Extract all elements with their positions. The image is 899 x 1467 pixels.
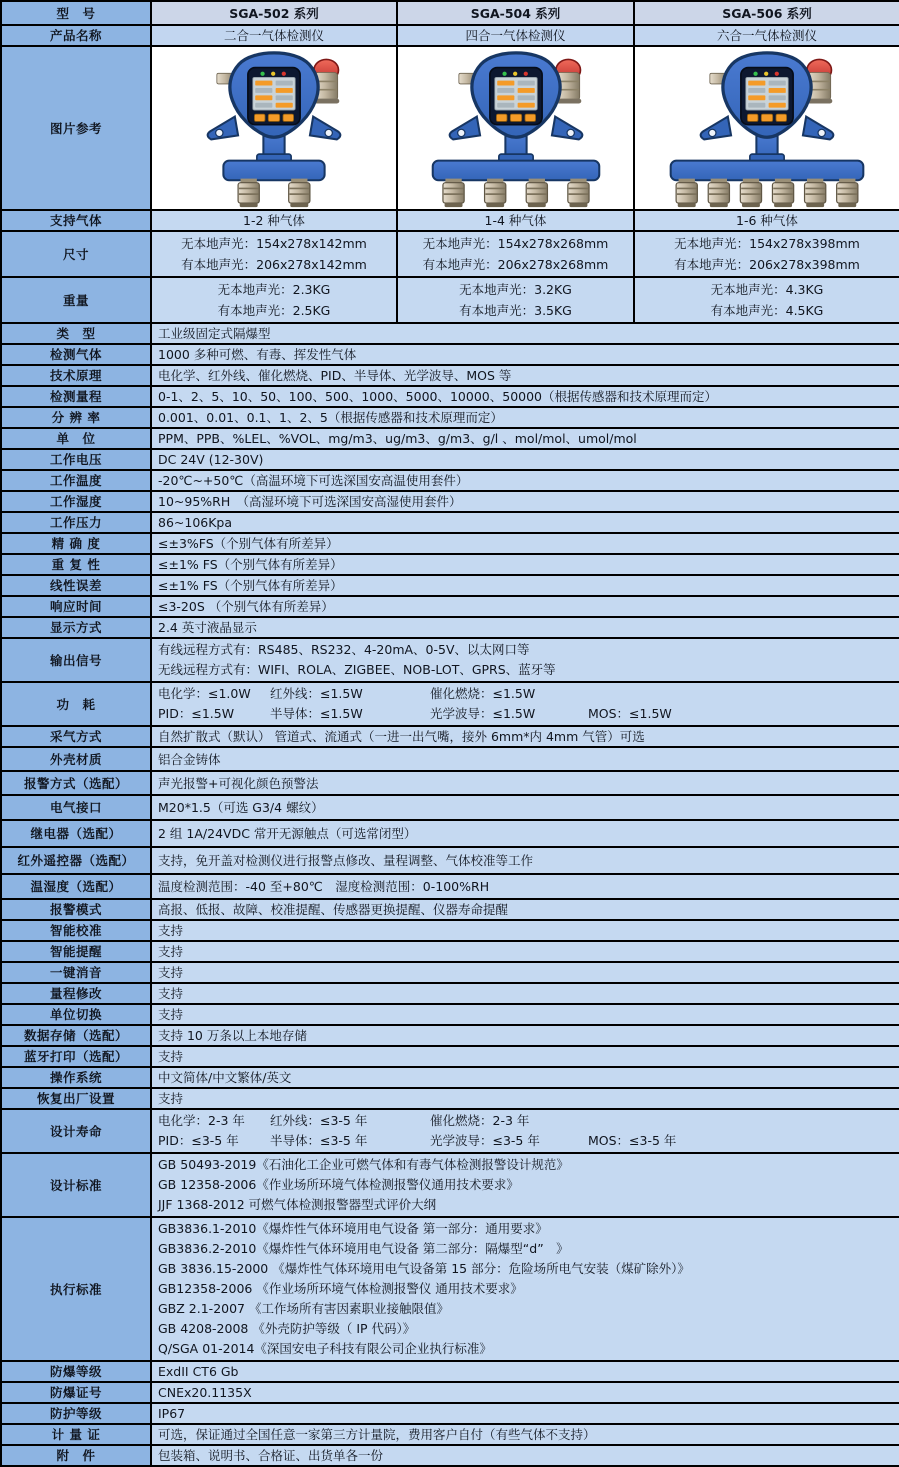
row-label: 检测气体 <box>1 344 151 365</box>
row-label: 蓝牙打印（选配） <box>1 1046 151 1067</box>
spec-value-cell <box>151 231 397 277</box>
spec-row <box>1 365 899 386</box>
spec-row <box>1 512 899 533</box>
spec-line: 有本地声光：3.5KG <box>459 303 572 318</box>
spec-line <box>158 704 893 724</box>
spec-line: 有本地声光：206x278x142mm <box>181 257 367 272</box>
spec-row <box>1 1382 899 1403</box>
spec-value-cell: ≤3-20S （个别气体有所差异） <box>151 596 899 617</box>
row-label: 工作湿度 <box>1 491 151 512</box>
row-label: 数据存储（选配） <box>1 1025 151 1046</box>
row-label: 温湿度（选配） <box>1 874 151 899</box>
row-label: 执行标准 <box>1 1217 151 1361</box>
row-label: 技术原理 <box>1 365 151 386</box>
spec-row <box>1 1445 899 1466</box>
spec-row <box>1 470 899 491</box>
spec-value-cell: 支持 <box>151 1004 899 1025</box>
row-label: 防护等级 <box>1 1403 151 1424</box>
spec-row <box>1 596 899 617</box>
spec-value-cell: 0-1、2、5、10、50、100、500、1000、5000、10000、50000（根据传感器和技术原理而定） <box>151 386 899 407</box>
row-label: 一键消音 <box>1 962 151 983</box>
product-name: 四合一气体检测仪 <box>397 25 634 46</box>
row-label: 采气方式 <box>1 726 151 747</box>
spec-row <box>1 1088 899 1109</box>
spec-row <box>1 899 899 920</box>
product-name-row <box>1 25 899 46</box>
spec-value-cell: IP67 <box>151 1403 899 1424</box>
spec-segment: 红外线：≤1.5W <box>270 686 363 701</box>
row-label: 量程修改 <box>1 983 151 1004</box>
spec-value-cell: 2 组 1A/24VDC 常开无源触点（可选常闭型） <box>151 820 899 847</box>
model-name: SGA-502 系列 <box>151 1 397 25</box>
row-label: 报警方式（选配） <box>1 771 151 795</box>
spec-value-cell: PPM、PPB、%LEL、%VOL、mg/m3、ug/m3、g/m3、g/l 、mol/mol、umol/mol <box>151 428 899 449</box>
row-label: 单 位 <box>1 428 151 449</box>
spec-value-cell: -20℃~+50℃（高温环境下可选深国安高温使用套件） <box>151 470 899 491</box>
spec-value-cell: 支持 <box>151 1088 899 1109</box>
row-label: 分 辨 率 <box>1 407 151 428</box>
spec-row <box>1 795 899 820</box>
row-label: 线性误差 <box>1 575 151 596</box>
spec-line: 无本地声光：2.3KG <box>217 282 331 297</box>
spec-row <box>1 449 899 470</box>
spec-value-cell: DC 24V (12-30V) <box>151 449 899 470</box>
spec-value-cell: 可选，保证通过全国任意一家第三方计量院，费用客户自付（有些气体不支持） <box>151 1424 899 1445</box>
product-name: 二合一气体检测仪 <box>151 25 397 46</box>
spec-row <box>1 1403 899 1424</box>
spec-value-cell: 自然扩散式（默认） 管道式、流通式（一进一出气嘴，接外 6mm*内 4mm 气管）可选 <box>151 726 899 747</box>
spec-line: GB3836.1-2010《爆炸性气体环境用电气设备 第一部分：通用要求》 <box>158 1221 548 1236</box>
gas-detector-icon <box>669 48 865 208</box>
row-label: 显示方式 <box>1 617 151 638</box>
spec-row <box>1 638 899 682</box>
gas-count: 1-2 种气体 <box>151 210 397 231</box>
spec-row <box>1 962 899 983</box>
spec-value-cell <box>397 277 634 323</box>
spec-value-cell <box>634 231 899 277</box>
row-label: 计 量 证 <box>1 1424 151 1445</box>
spec-row <box>1 344 899 365</box>
dimensions-row <box>1 231 899 277</box>
row-label: 智能校准 <box>1 920 151 941</box>
spec-value-cell: ≤±1% FS（个别气体有所差异） <box>151 554 899 575</box>
spec-value-cell: 支持 <box>151 983 899 1004</box>
spec-row <box>1 747 899 771</box>
spec-line: GB 12358-2006《作业场所环境气体检测报警仪通用技术要求》 <box>158 1177 519 1192</box>
row-label: 附 件 <box>1 1445 151 1466</box>
row-label: 工作温度 <box>1 470 151 491</box>
spec-line: GB 4208-2008 《外壳防护等级（ IP 代码）》 <box>158 1321 416 1336</box>
spec-line <box>158 1111 893 1131</box>
row-label: 类 型 <box>1 323 151 344</box>
spec-value-cell: 高报、低报、故障、校准提醒、传感器更换提醒、仪器寿命提醒 <box>151 899 899 920</box>
spec-value-cell: 86~106Kpa <box>151 512 899 533</box>
gas-detector-icon <box>176 48 372 208</box>
model-name: SGA-504 系列 <box>397 1 634 25</box>
gas-count: 1-6 种气体 <box>634 210 899 231</box>
spec-value-cell: 包装箱、说明书、合格证、出货单各一份 <box>151 1445 899 1466</box>
spec-value-cell: 工业级固定式隔爆型 <box>151 323 899 344</box>
spec-line: 无本地声光：154x278x142mm <box>181 236 367 251</box>
spec-value-cell: ≤±3%FS（个别气体有所差异） <box>151 533 899 554</box>
spec-row <box>1 386 899 407</box>
spec-value-cell: 铝合金铸体 <box>151 747 899 771</box>
spec-value-cell: ExdII CT6 Gb <box>151 1361 899 1382</box>
spec-line: 无本地声光：154x278x268mm <box>422 236 609 251</box>
product-image-cell <box>397 46 634 210</box>
spec-segment: MOS：≤1.5W <box>588 706 672 721</box>
row-label: 支持气体 <box>1 210 151 231</box>
gas-count-row <box>1 210 899 231</box>
spec-line: Q/SGA 01-2014《深国安电子科技有限公司企业执行标准》 <box>158 1341 492 1356</box>
spec-value-cell: 10~95%RH （高湿环境下可选深国安高湿使用套件） <box>151 491 899 512</box>
spec-value-cell: 支持 <box>151 920 899 941</box>
row-label: 工作电压 <box>1 449 151 470</box>
spec-line: 有本地声光：206x278x268mm <box>422 257 609 272</box>
spec-value-cell <box>151 277 397 323</box>
row-label: 操作系统 <box>1 1067 151 1088</box>
spec-segment: 电化学：2-3 年 <box>158 1113 245 1128</box>
spec-row <box>1 847 899 874</box>
row-label: 工作压力 <box>1 512 151 533</box>
row-label: 红外遥控器（选配） <box>1 847 151 874</box>
spec-value-cell: 0.001、0.01、0.1、1、2、5（根据传感器和技术原理而定） <box>151 407 899 428</box>
spec-value-cell <box>151 1153 899 1217</box>
row-label: 电气接口 <box>1 795 151 820</box>
spec-row <box>1 407 899 428</box>
spec-value-cell <box>151 682 899 726</box>
spec-value-cell: 支持 <box>151 962 899 983</box>
spec-line: GBZ 2.1-2007 《工作场所有害因素职业接触限值》 <box>158 1301 449 1316</box>
image-row <box>1 46 899 210</box>
spec-row <box>1 1004 899 1025</box>
spec-value-cell: 电化学、红外线、催化燃烧、PID、半导体、光学波导、MOS 等 <box>151 365 899 386</box>
spec-row <box>1 920 899 941</box>
spec-row <box>1 554 899 575</box>
spec-value-cell: 支持 10 万条以上本地存储 <box>151 1025 899 1046</box>
spec-row <box>1 726 899 747</box>
spec-line: 无本地声光：154x278x398mm <box>674 236 860 251</box>
spec-value-cell: 支持 <box>151 941 899 962</box>
row-label: 重 复 性 <box>1 554 151 575</box>
row-label: 响应时间 <box>1 596 151 617</box>
spec-row <box>1 682 899 726</box>
row-label: 外壳材质 <box>1 747 151 771</box>
row-label: 设计寿命 <box>1 1109 151 1153</box>
row-label: 产品名称 <box>1 25 151 46</box>
spec-value-cell: 声光报警+可视化颜色预警法 <box>151 771 899 795</box>
spec-segment: MOS：≤3-5 年 <box>588 1133 677 1148</box>
row-label: 型 号 <box>1 1 151 25</box>
spec-line: GB 50493-2019《石油化工企业可燃气体和有毒气体检测报警设计规范》 <box>158 1157 569 1172</box>
spec-line: 有本地声光：4.5KG <box>710 303 824 318</box>
row-label: 功 耗 <box>1 682 151 726</box>
spec-row <box>1 1424 899 1445</box>
spec-segment: 红外线：≤3-5 年 <box>270 1113 368 1128</box>
gas-count: 1-4 种气体 <box>397 210 634 231</box>
spec-row <box>1 941 899 962</box>
model-name: SGA-506 系列 <box>634 1 899 25</box>
spec-value-cell <box>634 277 899 323</box>
row-label: 恢复出厂设置 <box>1 1088 151 1109</box>
spec-row <box>1 1153 899 1217</box>
weight-row <box>1 277 899 323</box>
spec-segment: 半导体：≤3-5 年 <box>270 1133 368 1148</box>
spec-row <box>1 820 899 847</box>
spec-line: GB3836.2-2010《爆炸性气体环境用电气设备 第二部分：隔爆型“d” 》 <box>158 1241 569 1256</box>
row-label: 图片参考 <box>1 46 151 210</box>
spec-value-cell: 温度检测范围：-40 至+80℃ 湿度检测范围：0-100%RH <box>151 874 899 899</box>
spec-segment: 半导体：≤1.5W <box>270 706 363 721</box>
row-label: 精 确 度 <box>1 533 151 554</box>
spec-row <box>1 617 899 638</box>
spec-segment: 光学波导：≤1.5W <box>430 706 536 721</box>
spec-line: JJF 1368-2012 可燃气体检测报警器型式评价大纲 <box>158 1197 437 1212</box>
spec-line: GB12358-2006 《作业场所环境气体检测报警仪 通用技术要求》 <box>158 1281 523 1296</box>
spec-value-cell <box>397 231 634 277</box>
spec-value-cell: ≤±1% FS（个别气体有所差异） <box>151 575 899 596</box>
row-label: 输出信号 <box>1 638 151 682</box>
spec-segment: PID：≤3-5 年 <box>158 1133 239 1148</box>
spec-value-cell: 支持，免开盖对检测仪进行报警点修改、量程调整、气体校准等工作 <box>151 847 899 874</box>
row-label: 继电器（选配） <box>1 820 151 847</box>
spec-line: 有本地声光：2.5KG <box>217 303 331 318</box>
spec-line: GB 3836.15-2000 《爆炸性气体环境用电气设备第 15 部分：危险场所电气安装（煤矿除外）》 <box>158 1261 690 1276</box>
row-label: 尺寸 <box>1 231 151 277</box>
row-label: 防爆等级 <box>1 1361 151 1382</box>
spec-row <box>1 1109 899 1153</box>
row-label: 报警模式 <box>1 899 151 920</box>
spec-row <box>1 323 899 344</box>
spec-value-cell: 1000 多种可燃、有毒、挥发性气体 <box>151 344 899 365</box>
spec-line: 无线远程方式有：WIFI、ROLA、ZIGBEE、NOB-LOT、GPRS、蓝牙等 <box>158 662 556 677</box>
gas-detector-icon <box>418 48 614 208</box>
spec-value-cell <box>151 1217 899 1361</box>
spec-row <box>1 428 899 449</box>
spec-line: 无本地声光：3.2KG <box>459 282 572 297</box>
spec-row <box>1 1046 899 1067</box>
spec-line <box>158 684 893 704</box>
spec-value-cell: 中文简体/中文繁体/英文 <box>151 1067 899 1088</box>
spec-value-cell: 2.4 英寸液晶显示 <box>151 617 899 638</box>
spec-row <box>1 1361 899 1382</box>
row-label: 单位切换 <box>1 1004 151 1025</box>
spec-value-cell: CNEx20.1135X <box>151 1382 899 1403</box>
spec-line <box>158 1131 893 1151</box>
spec-row <box>1 1025 899 1046</box>
spec-row <box>1 983 899 1004</box>
row-label: 检测量程 <box>1 386 151 407</box>
spec-line: 无本地声光：4.3KG <box>710 282 824 297</box>
product-image-cell <box>151 46 397 210</box>
spec-value-cell: M20*1.5（可选 G3/4 螺纹） <box>151 795 899 820</box>
row-label: 设计标准 <box>1 1153 151 1217</box>
spec-row <box>1 1067 899 1088</box>
spec-value-cell <box>151 1109 899 1153</box>
product-image-cell <box>634 46 899 210</box>
row-label: 智能提醒 <box>1 941 151 962</box>
row-label: 重量 <box>1 277 151 323</box>
spec-row <box>1 874 899 899</box>
spec-value-cell: 支持 <box>151 1046 899 1067</box>
spec-segment: 电化学：≤1.0W <box>158 686 251 701</box>
spec-row <box>1 491 899 512</box>
spec-line: 有线远程方式有：RS485、RS232、4-20mA、0-5V、以太网口等 <box>158 642 530 657</box>
spec-row <box>1 575 899 596</box>
spec-row <box>1 533 899 554</box>
spec-segment: 催化燃烧：≤1.5W <box>430 686 536 701</box>
model-row <box>1 1 899 25</box>
row-label: 防爆证号 <box>1 1382 151 1403</box>
spec-row <box>1 771 899 795</box>
spec-row <box>1 1217 899 1361</box>
spec-segment: PID：≤1.5W <box>158 706 235 721</box>
product-name: 六合一气体检测仪 <box>634 25 899 46</box>
spec-segment: 光学波导：≤3-5 年 <box>430 1133 540 1148</box>
spec-line: 有本地声光：206x278x398mm <box>674 257 860 272</box>
spec-segment: 催化燃烧：2-3 年 <box>430 1113 530 1128</box>
spec-value-cell <box>151 638 899 682</box>
